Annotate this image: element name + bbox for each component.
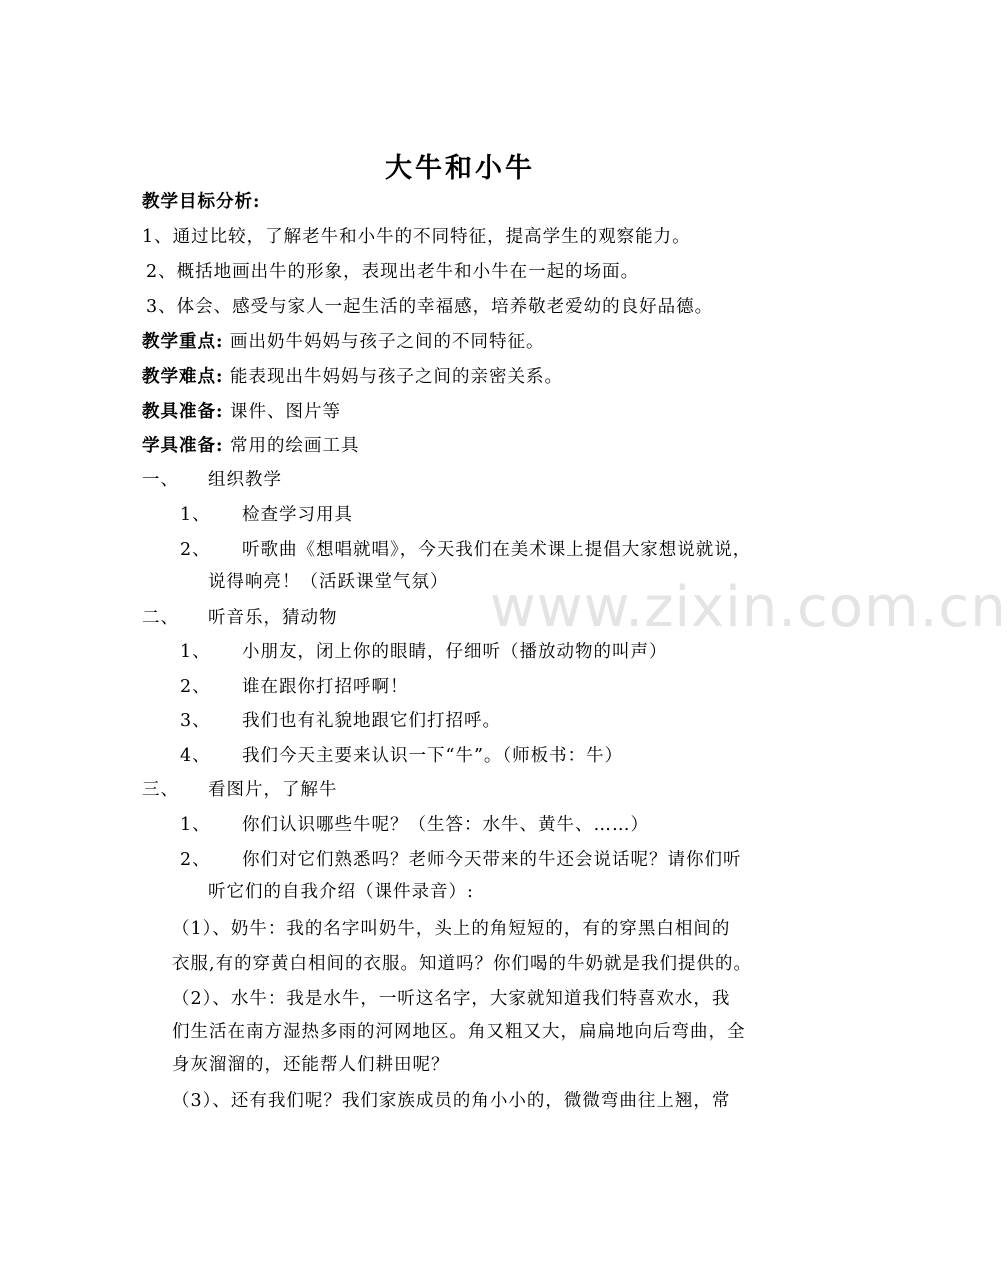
difficulties [142, 365, 563, 389]
section-heading [142, 606, 338, 630]
key-points [142, 330, 545, 354]
key-points-label: 教学重点: [142, 332, 224, 352]
list-item [180, 709, 501, 733]
page-title: 大牛和小牛 [385, 153, 535, 184]
item-text: 我们也有礼貌地跟它们打招呼。 [242, 711, 501, 731]
item-text: 我们今天主要来认识一下“牛”。（师板书：牛） [242, 746, 624, 766]
student-tools-text: 常用的绘画工具 [230, 436, 360, 456]
item-number: 2、 [180, 540, 211, 560]
difficulties-label: 教学难点: [142, 367, 224, 387]
list-item [180, 503, 353, 527]
item-number: 2、 [180, 850, 211, 870]
watermark: www.zixin.com.cn [490, 575, 1007, 640]
section-number: 一、 [142, 470, 179, 490]
item-number: 1、 [180, 642, 211, 662]
item-number: 3、 [180, 711, 211, 731]
item-text: 你们对它们熟悉吗？老师今天带来的牛还会说话呢？请你们听 [242, 850, 742, 870]
section-heading [142, 778, 338, 802]
objective-item: 1、通过比较，了解老牛和小牛的不同特征，提高学生的观察能力。 [142, 227, 691, 247]
item-continuation: 听它们的自我介绍（课件录音）: [208, 882, 474, 902]
list-item [180, 538, 751, 562]
student-tools [142, 434, 360, 458]
section-title: 听音乐，猜动物 [208, 608, 338, 628]
objective-item: 2、概括地画出牛的形象，表现出老牛和小牛在一起的场面。 [146, 262, 640, 282]
paragraph-line: 衣服,有的穿黄白相间的衣服。知道吗？你们喝的牛奶就是我们提供的。 [172, 954, 753, 974]
paragraph-line: （2）、水牛：我是水牛，一听这名字，大家就知道我们特喜欢水，我 [172, 989, 731, 1009]
section-title: 看图片，了解牛 [208, 780, 338, 800]
item-text: 小朋友，闭上你的眼睛，仔细听（播放动物的叫声） [242, 642, 668, 662]
item-number: 1、 [180, 505, 211, 525]
section-heading [142, 468, 282, 492]
paragraph-line: （1）、奶牛：我的名字叫奶牛，头上的角短短的，有的穿黑白相间的 [172, 919, 731, 939]
list-item [180, 813, 649, 837]
list-item [180, 640, 668, 664]
section-number: 三、 [142, 780, 179, 800]
item-text: 检查学习用具 [242, 505, 353, 525]
list-item [180, 744, 623, 768]
item-text: 你们认识哪些牛呢？（生答：水牛、黄牛、……） [242, 815, 649, 835]
item-number: 1、 [180, 815, 211, 835]
paragraph-line: 们生活在南方湿热多雨的河网地区。角又粗又大，扁扁地向后弯曲，全 [172, 1022, 746, 1042]
item-text: 听歌曲《想唱就唱》，今天我们在美术课上提倡大家想说就说， [242, 540, 752, 560]
item-text: 谁在跟你打招呼啊！ [242, 677, 409, 697]
list-item [180, 848, 742, 872]
key-points-text: 画出奶牛妈妈与孩子之间的不同特征。 [230, 332, 545, 352]
difficulties-text: 能表现出牛妈妈与孩子之间的亲密关系。 [230, 367, 564, 387]
paragraph-line: 身灰溜溜的，还能帮人们耕田呢？ [172, 1055, 450, 1075]
item-continuation: 说得响亮！（活跃课堂气氛） [208, 572, 449, 592]
paragraph-line: （3）、还有我们呢？我们家族成员的角小小的，微微弯曲往上翘，常 [172, 1091, 731, 1111]
student-tools-label: 学具准备: [142, 436, 224, 456]
teacher-tools-label: 教具准备: [142, 402, 224, 422]
section-number: 二、 [142, 608, 179, 628]
item-number: 4、 [180, 746, 211, 766]
section-title: 组织教学 [208, 470, 282, 490]
teacher-tools-text: 课件、图片等 [230, 402, 342, 422]
item-number: 2、 [180, 677, 211, 697]
objective-item: 3、体会、感受与家人一起生活的幸福感，培养敬老爱幼的良好品德。 [146, 297, 714, 317]
list-item [180, 675, 409, 699]
objectives-heading: 教学目标分析: [142, 192, 261, 212]
teacher-tools [142, 400, 341, 424]
